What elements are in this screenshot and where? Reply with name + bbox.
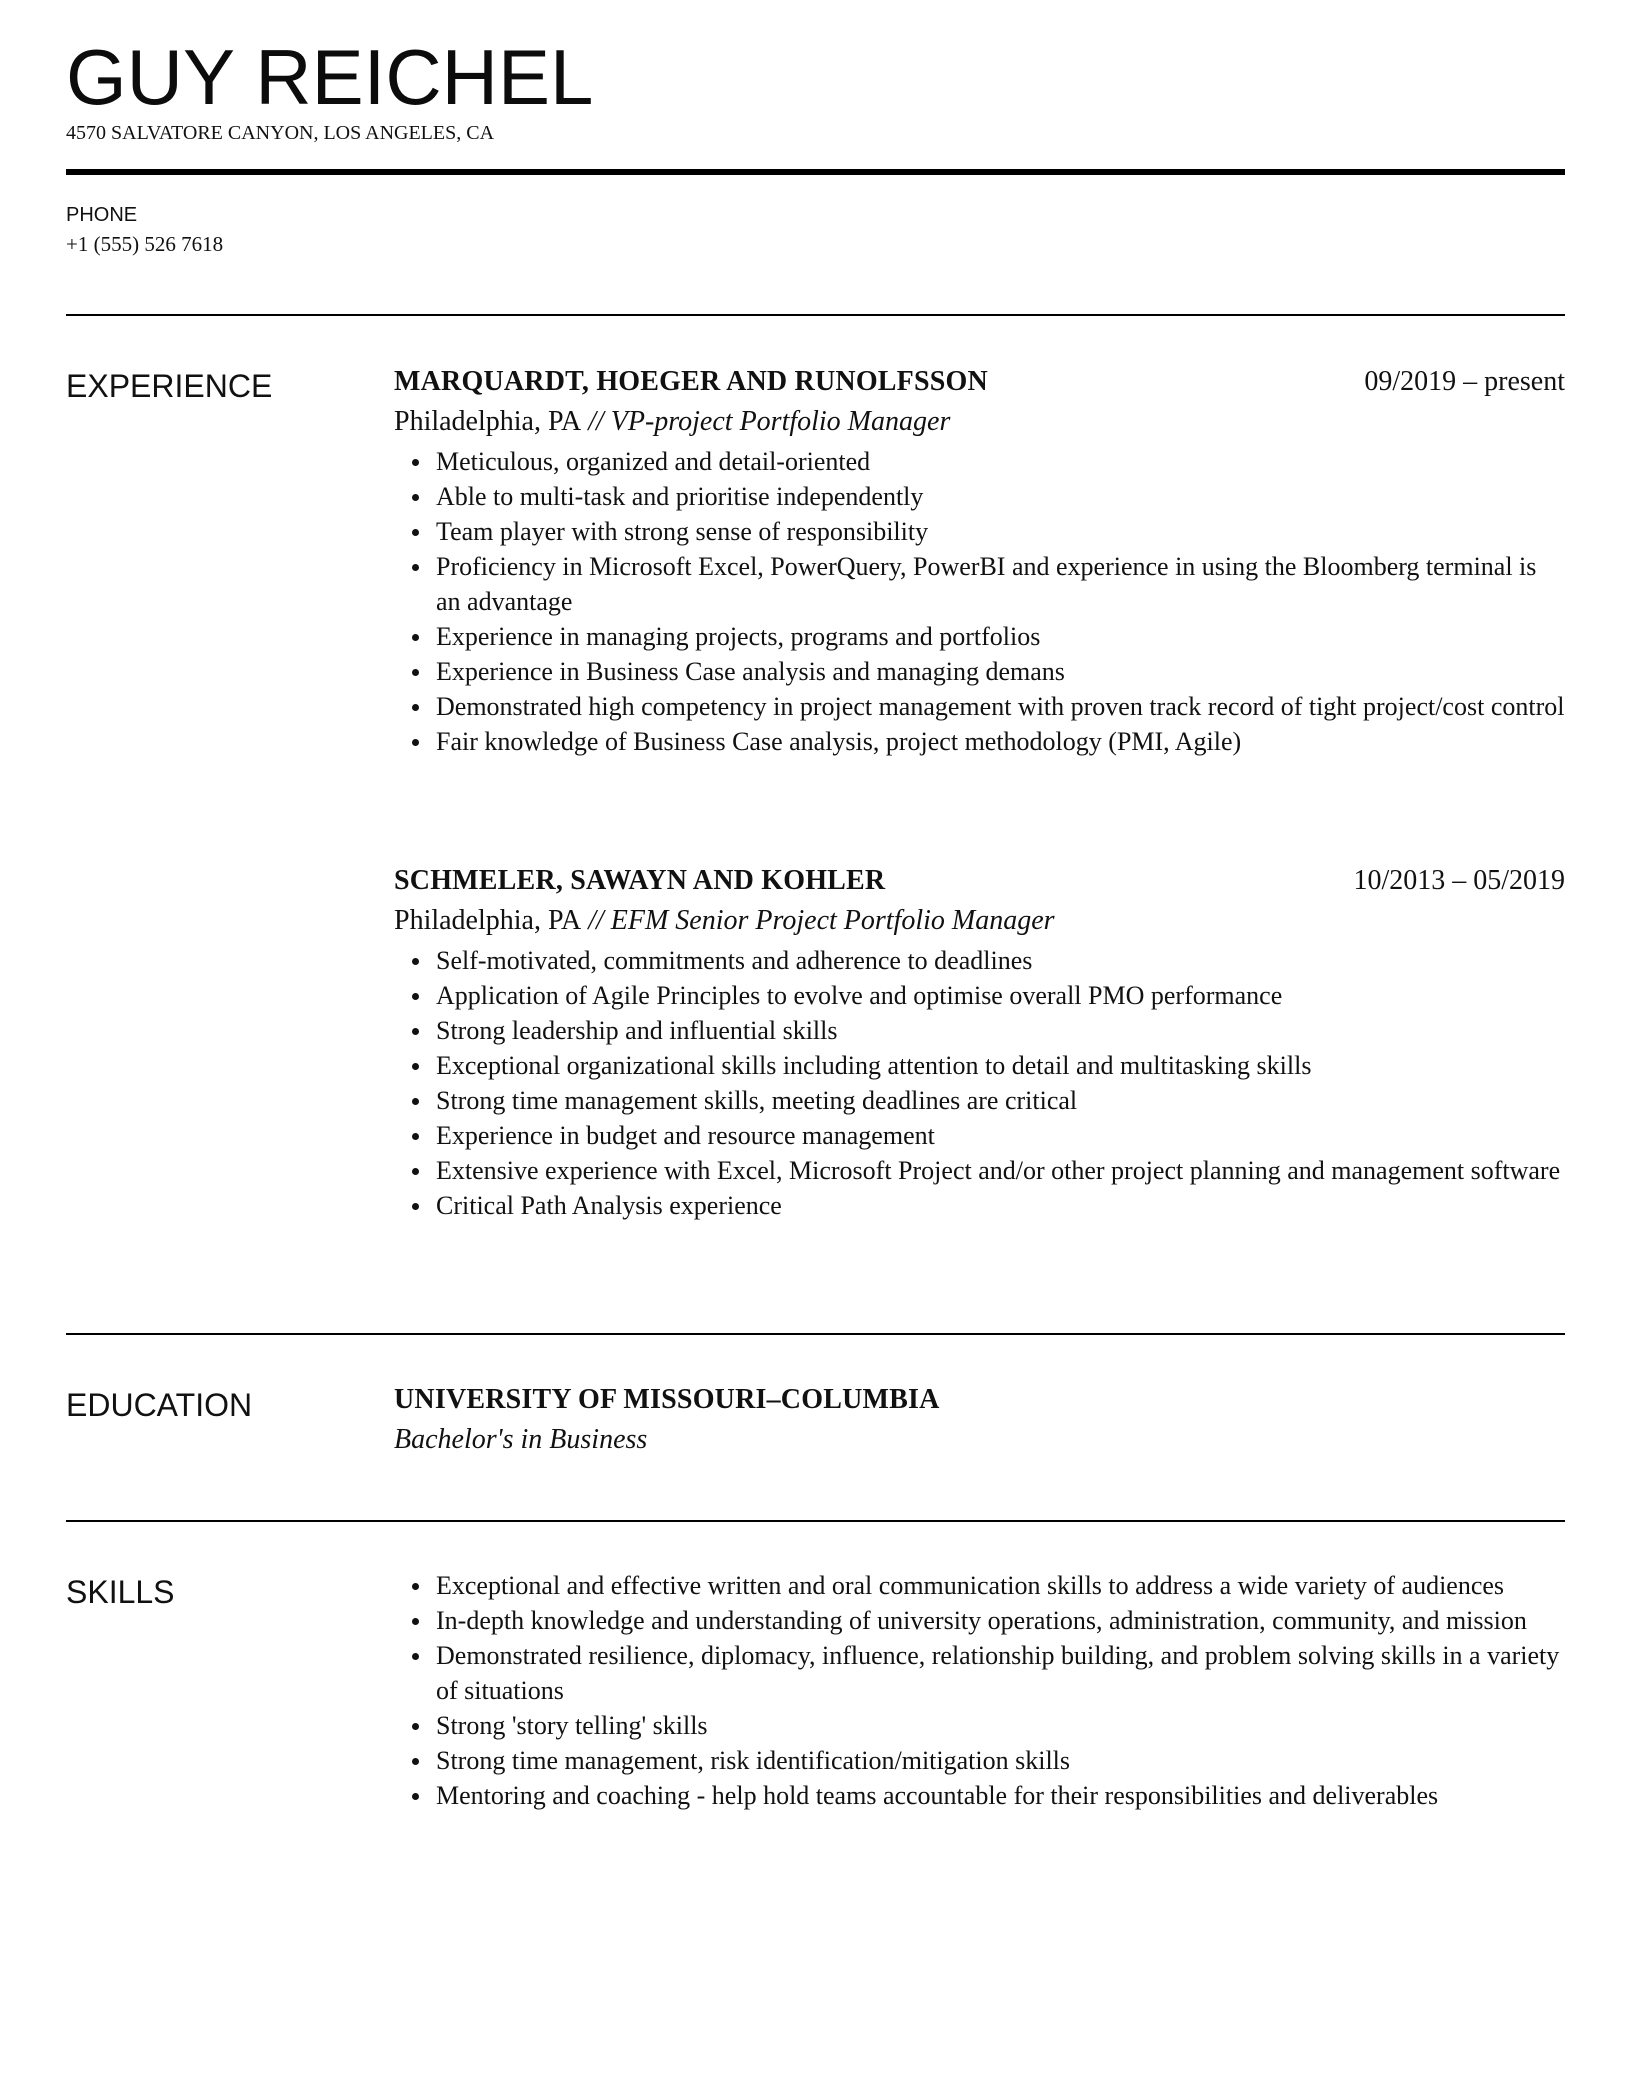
list-item: Demonstrated high competency in project management with proven track record of tight project/cost control bbox=[394, 689, 1565, 724]
section-divider bbox=[66, 1333, 1565, 1335]
job-location-role bbox=[394, 402, 1565, 442]
school-header bbox=[394, 1380, 1565, 1420]
list-item: Application of Agile Principles to evolve and optimise overall PMO performance bbox=[394, 978, 1565, 1013]
candidate-name: GUY REICHEL bbox=[66, 33, 594, 121]
experience-heading: EXPERIENCE bbox=[66, 368, 273, 404]
list-item: Extensive experience with Excel, Microsoft Project and/or other project planning and management software bbox=[394, 1153, 1565, 1188]
degree: Bachelor's in Business bbox=[394, 1424, 648, 1455]
list-item: Strong time management skills, meeting deadlines are critical bbox=[394, 1083, 1565, 1118]
list-item: Demonstrated resilience, diplomacy, influence, relationship building, and problem solving skills in a variety of situations bbox=[394, 1638, 1565, 1708]
candidate-address: 4570 SALVATORE CANYON, LOS ANGELES, CA bbox=[66, 122, 495, 144]
job-header bbox=[394, 362, 1565, 402]
job-bullets bbox=[394, 943, 1565, 1223]
phone-label: PHONE bbox=[66, 204, 138, 226]
header-divider bbox=[66, 169, 1565, 175]
phone-number: +1 (555) 526 7618 bbox=[66, 232, 224, 256]
list-item: Fair knowledge of Business Case analysis, project methodology (PMI, Agile) bbox=[394, 724, 1565, 759]
education-heading: EDUCATION bbox=[66, 1387, 253, 1423]
job-entry bbox=[394, 861, 1565, 1223]
list-item: Exceptional and effective written and oral communication skills to address a wide variety of audiences bbox=[394, 1568, 1565, 1603]
list-item: Team player with strong sense of responsibility bbox=[394, 514, 1565, 549]
job-role: EFM Senior Project Portfolio Manager bbox=[610, 905, 1055, 936]
job-location: Philadelphia, PA bbox=[394, 905, 582, 936]
list-item: Strong 'story telling' skills bbox=[394, 1708, 1565, 1743]
role-separator: // bbox=[581, 905, 611, 936]
list-item: Experience in budget and resource management bbox=[394, 1118, 1565, 1153]
job-location-role bbox=[394, 901, 1565, 941]
job-entry bbox=[394, 362, 1565, 759]
list-item: In-depth knowledge and understanding of university operations, administration, community, and mission bbox=[394, 1603, 1565, 1638]
list-item: Experience in Business Case analysis and managing demans bbox=[394, 654, 1565, 689]
list-item: Proficiency in Microsoft Excel, PowerQuery, PowerBI and experience in using the Bloomberg terminal is an advantage bbox=[394, 549, 1565, 619]
job-location: Philadelphia, PA bbox=[394, 406, 582, 437]
list-item: Able to multi-task and prioritise independently bbox=[394, 479, 1565, 514]
company-name: SCHMELER, SAWAYN AND KOHLER bbox=[394, 865, 886, 896]
job-dates: 09/2019 – present bbox=[1364, 366, 1565, 397]
job-role: VP-project Portfolio Manager bbox=[610, 406, 951, 437]
list-item: Strong leadership and influential skills bbox=[394, 1013, 1565, 1048]
job-bullets bbox=[394, 444, 1565, 759]
list-item: Self-motivated, commitments and adherence to deadlines bbox=[394, 943, 1565, 978]
job-header bbox=[394, 861, 1565, 901]
section-divider bbox=[66, 314, 1565, 316]
school-name: UNIVERSITY OF MISSOURI–COLUMBIA bbox=[394, 1384, 940, 1415]
skills-list bbox=[394, 1568, 1565, 1813]
list-item: Critical Path Analysis experience bbox=[394, 1188, 1565, 1223]
skills-entry bbox=[394, 1568, 1565, 1813]
list-item: Exceptional organizational skills including attention to detail and multitasking skills bbox=[394, 1048, 1565, 1083]
list-item: Meticulous, organized and detail-oriented bbox=[394, 444, 1565, 479]
role-separator: // bbox=[581, 406, 611, 437]
company-name: MARQUARDT, HOEGER AND RUNOLFSSON bbox=[394, 366, 988, 397]
list-item: Experience in managing projects, programs and portfolios bbox=[394, 619, 1565, 654]
skills-heading: SKILLS bbox=[66, 1574, 175, 1610]
list-item: Strong time management, risk identification/mitigation skills bbox=[394, 1743, 1565, 1778]
list-item: Mentoring and coaching - help hold teams accountable for their responsibilities and deliverables bbox=[394, 1778, 1565, 1813]
section-divider bbox=[66, 1520, 1565, 1522]
job-dates: 10/2013 – 05/2019 bbox=[1353, 865, 1565, 896]
education-entry bbox=[394, 1380, 1565, 1460]
